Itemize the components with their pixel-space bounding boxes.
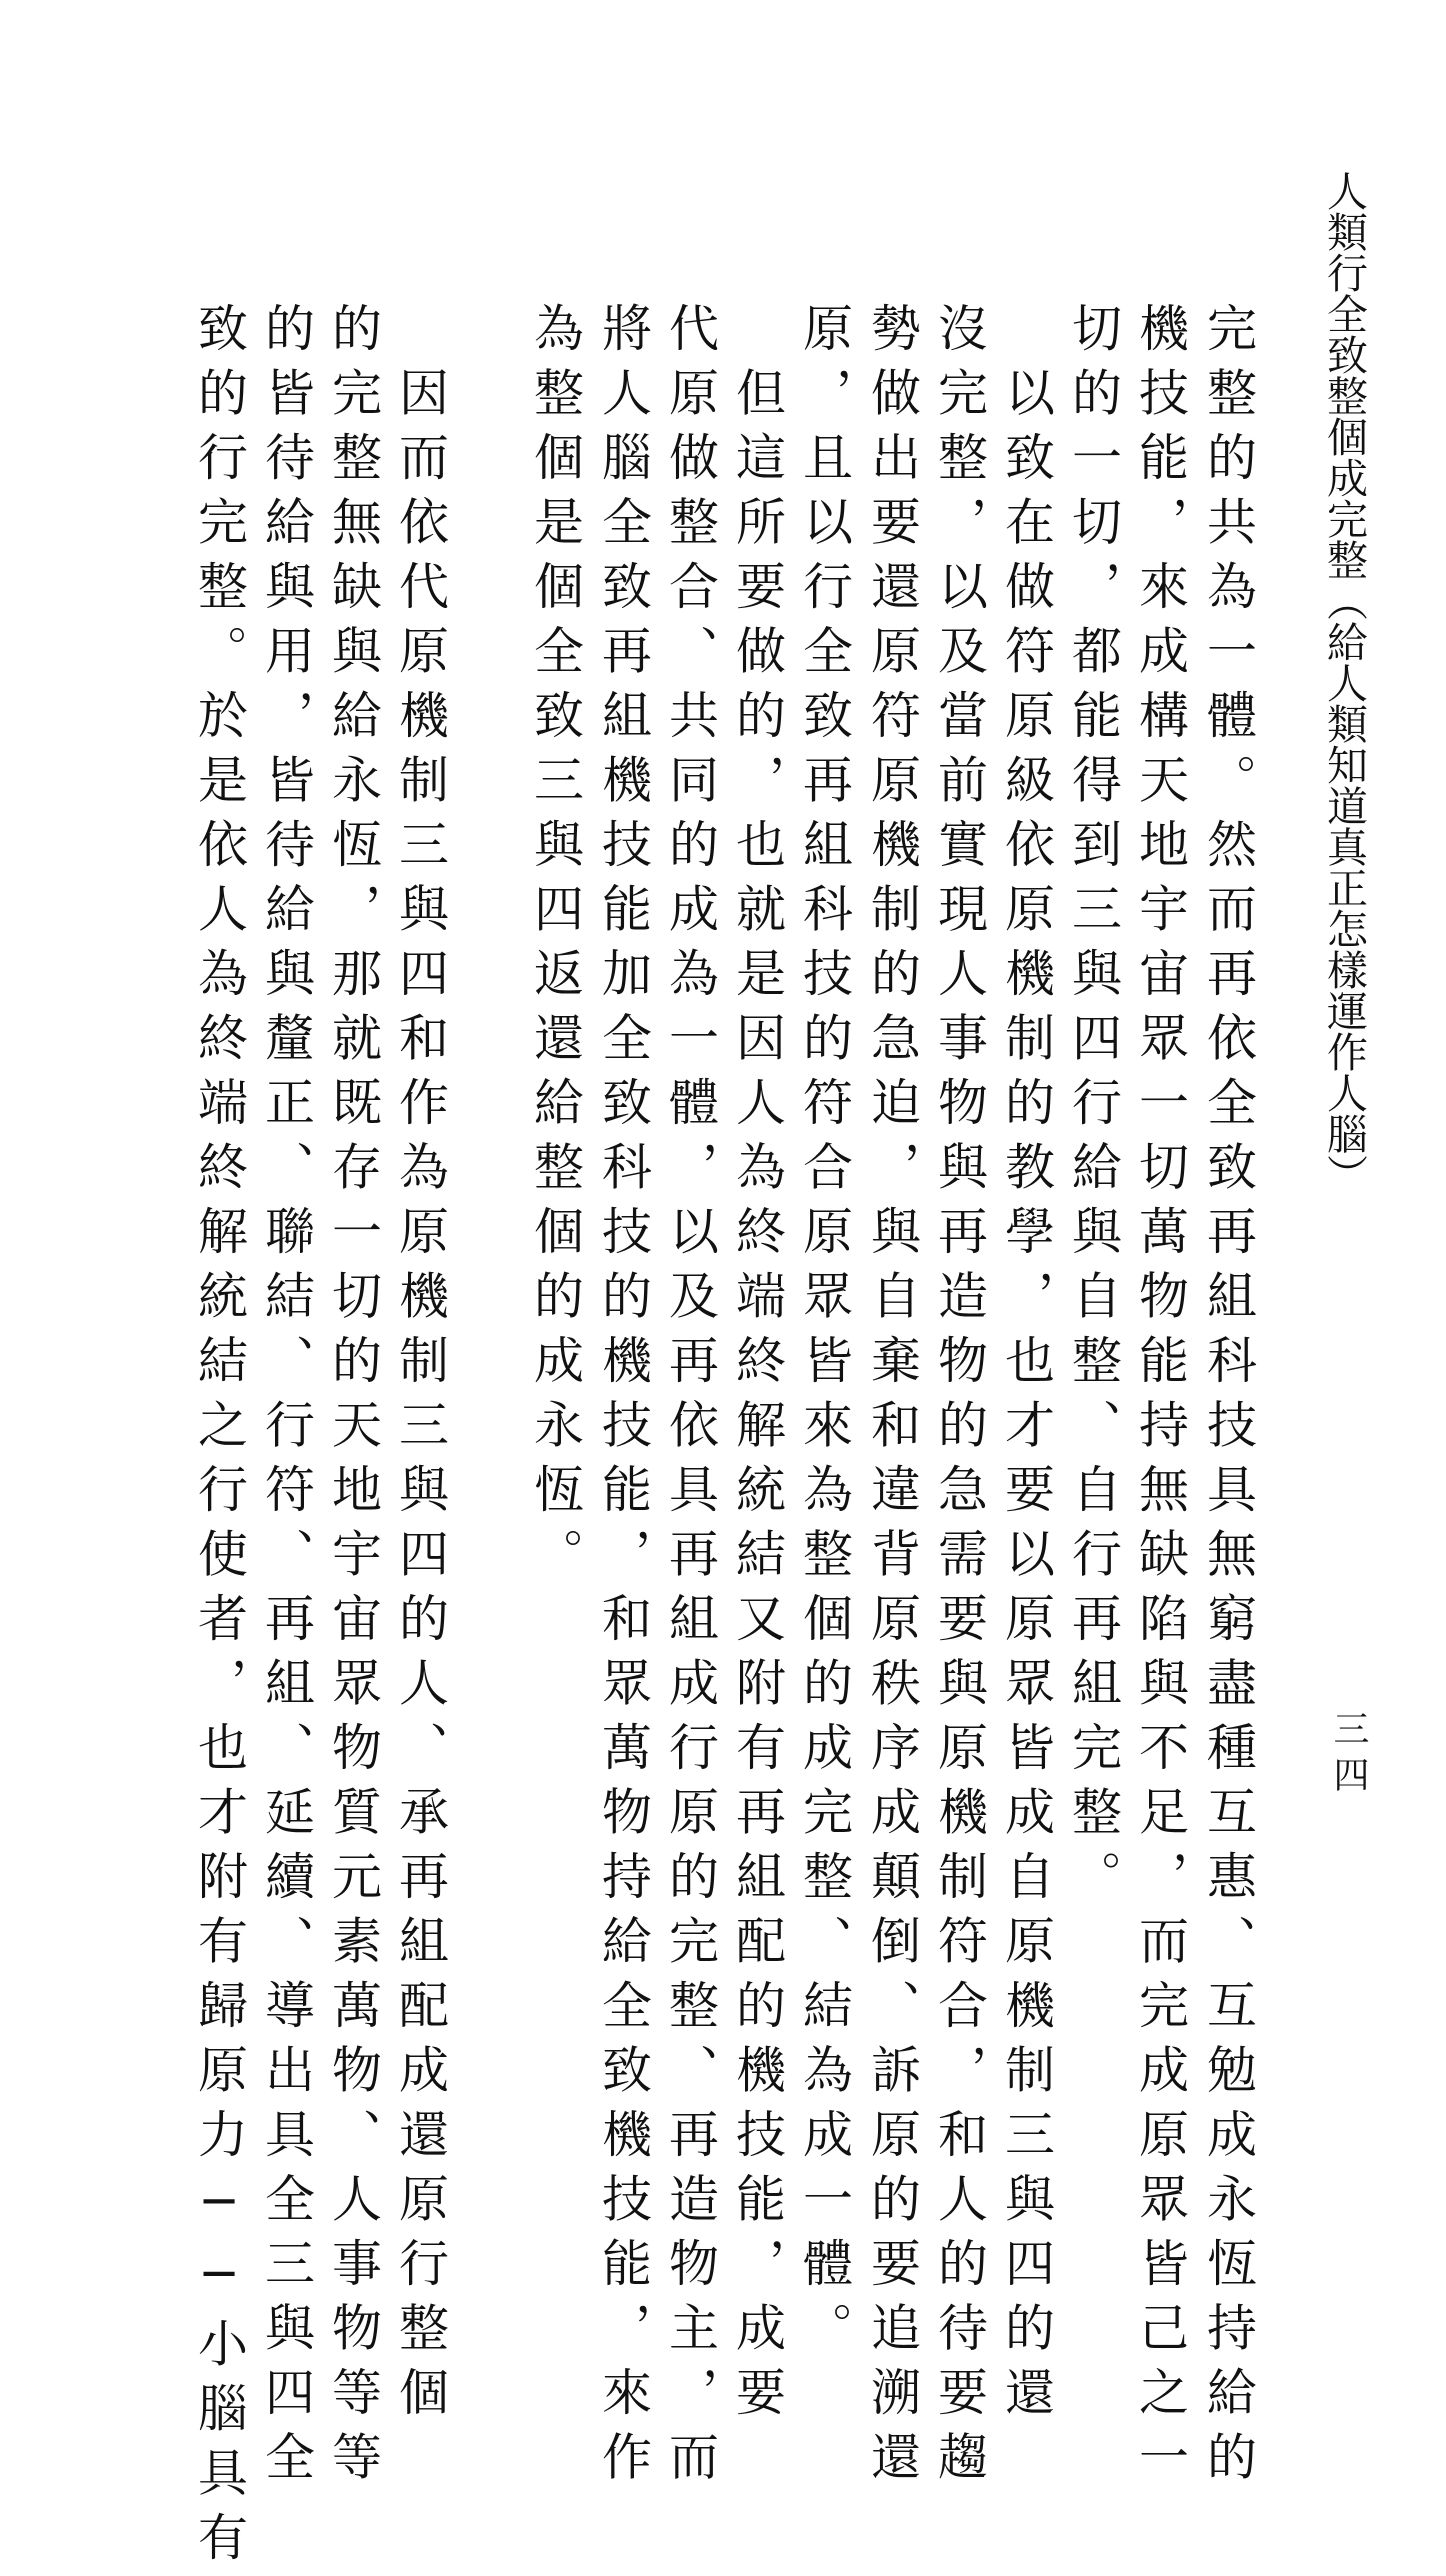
text-line: 勢做出要還原符原機制的急迫，與自棄和違背原秩序成顛倒、訴原的要追溯還 [863, 302, 921, 2495]
running-head: 人類行全致整個成完整（給人類知道真正怎樣運作人腦） [1320, 170, 1368, 1195]
text-line: 沒完整，以及當前實現人事物與再造物的急需要與原機制符合，和人的待要趨 [930, 302, 988, 2495]
text-line: 以致在做符原級依原機制的教學，也才要以原眾皆成自原機制三與四的還 [997, 302, 1055, 2431]
text-line: 切的一切，都能得到三與四行給與自整、自行再組完整。 [1064, 302, 1122, 1915]
text-line: 完整的共為一體。然而再依全致再組科技具無窮盡種互惠、互勉成永恆持給的 [1199, 302, 1257, 2495]
text-line: 但這所要做的，也就是因人為終端終解統結又附有再組配的機技能，成要 [728, 302, 786, 2431]
text-line: 因而依代原機制三與四和作為原機制三與四的人、承再組配成還原行整個 [391, 302, 449, 2431]
text-line: 將人腦全致再組機技能加全致科技的機技能，和眾萬物持給全致機技能，來作 [594, 302, 652, 2495]
text-line: 原，且以行全致再組科技的符合原眾皆來為整個的成完整、結為成一體。 [795, 302, 853, 2366]
text-line: 為整個是個全致三與四返還給整個的成永恆。 [526, 302, 584, 1592]
text-line: 致的行完整。於是依人為終端終解統結之行使者，也才附有歸原力──小腦具有 [190, 302, 248, 2576]
text-line: 代原做整合、共同的成為一體，以及再依具再組成行原的完整、再造物主，而 [661, 302, 719, 2495]
text-line: 機技能，來成構天地宇宙眾一切萬物能持無缺陷與不足，而完成原眾皆己之一 [1131, 302, 1189, 2495]
text-line: 的皆待給與用，皆待給與釐正、聯結、行符、再組、延續、導出具全三與四全 [257, 302, 315, 2495]
text-line: 的完整無缺與給永恆，那就既存一切的天地宇宙眾物質元素萬物、人事物等等 [324, 302, 382, 2495]
page-number: 三四 [1328, 1710, 1369, 1802]
